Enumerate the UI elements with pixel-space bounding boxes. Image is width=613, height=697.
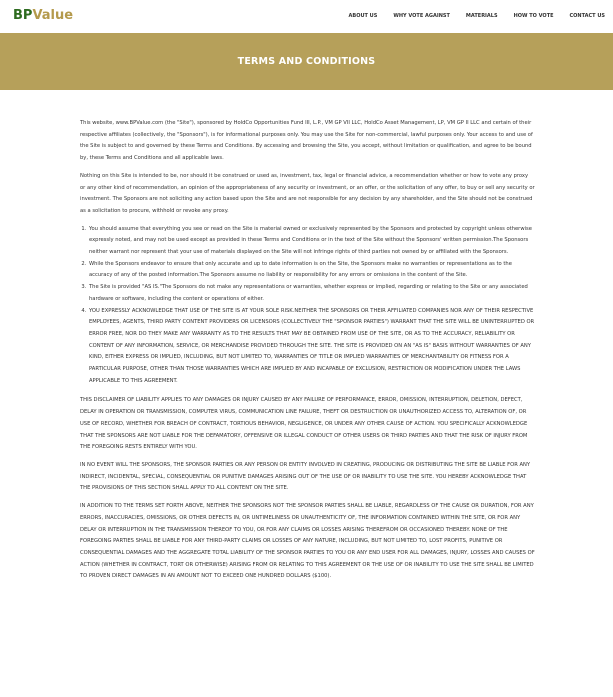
intro-paragraph: This website, www.BPValue.com (the "Site"), sponsored by HoldCo Opportunities Fund III, L.P., VM GP VII LLC, HoldCo Asset Management, LP, VM GP II LLC and certain of their respective affiliates (collectively, the "Sponsors"), is for informational purposes only. You may use the Site for non-commercial, lawful purposes only. Your access to and use of the Site is subject to and governed by these Terms and Conditions. By accessing and browsing the Site, you accept, without limitation or qualification, and agree to be bound by, these Terms and Conditions and all applicable laws. xyxy=(80,120,533,162)
nav-item-why-vote-against[interactable]: WHY VOTE AGAINST xyxy=(393,13,450,19)
list-item: 2. While the Sponsors endeavor to ensure that only accurate and up to date information is on the Site, the Sponsors make no warranties or representations as to the accuracy of any of the posted information.The Sponsors assume no liability or responsibility for any errors or omissions in the content of the Site. xyxy=(88,259,535,282)
terms-content xyxy=(80,118,535,589)
list-item: 4. YOU EXPRESSLY ACKNOWLEDGE THAT USE OF THE SITE IS AT YOUR SOLE RISK.NEITHER THE SPONSORS OR THEIR AFFILIATED COMPANIES NOR ANY OF THEIR RESPECTIVE EMPLOYEES, AGENTS, THIRD PARTY CONTENT PROVIDERS OR LICENSORS (COLLECTIVELY THE "SPONSOR PARTIES") WARRANT THAT THE SITE WILL BE UNINTERRUPTED OR ERROR FREE, NOR DO THEY MAKE ANY WARRANTY AS TO THE RESULTS THAT MAY BE OBTAINED FROM USE OF THE SITE, OR AS TO THE ACCURACY, RELIABILITY OR CONTENT OF ANY INFORMATION, SERVICE, OR MERCHANDISE PROVIDED THROUGH THE SITE. THE SITE IS PROVIDED ON AN "AS IS" BASIS WITHOUT WARRANTIES OF ANY KIND, EITHER EXPRESS OR IMPLIED, INCLUDING, BUT NOT LIMITED TO, WARRANTIES OF TITLE OR IMPLIED WARRANTIES OF MERCHANTABILITY OR FITNESS FOR A PARTICULAR PURPOSE, OTHER THAN THOSE WARRANTIES WHICH ARE IMPLIED BY AND INCAPABLE OF EXCLUSION, RESTRICTION OR MODIFICATION UNDER THE LAWS APPLICABLE TO THIS AGREEMENT. xyxy=(88,306,535,388)
terms-list xyxy=(80,224,535,388)
top-nav xyxy=(0,0,613,33)
logo-bp: BP xyxy=(13,8,33,23)
hero-banner xyxy=(0,33,613,90)
no-event-paragraph: IN NO EVENT WILL THE SPONSORS, THE SPONSOR PARTIES OR ANY PERSON OR ENTITY INVOLVED IN CREATING, PRODUCING OR DISTRIBUTING THE SITE BE LIABLE FOR ANY INDIRECT, INCIDENTAL, SPECIAL, CONSEQUENTIAL OR PUNITIVE DAMAGES ARISING OUT OF THE USE OF OR INABILITY TO USE THE SITE. YOU HEREBY ACKNOWLEDGE THAT THE PROVISIONS OF THIS SECTION SHALL APPLY TO ALL CONTENT ON THE SITE. xyxy=(80,461,531,492)
page-title: TERMS AND CONDITIONS xyxy=(237,56,376,67)
advice-disclaimer-paragraph: Nothing on this Site is intended to be, nor should it be construed or used as, investment, tax, legal or financial advice, a recommendation whether or how to vote any proxy or any other kind of recommendation, an opinion of the appropriateness of any security or investment, or an offer, or the solicitation of any offer, to buy or sell any security or investment. The Sponsors are not soliciting any action based upon the Site and are not responsible for any decision by any shareholder, and the Site should not be construed as a solicitation to procure, withhold or revoke any proxy. xyxy=(80,172,535,214)
list-item: 1. You should assume that everything you see or read on the Site is material owned or exclusively represented by the Sponsors and protected by copyright unless otherwise expressly noted, and may not be used except as provided in these Terms and Conditions or in the text of the Site without the Sponsors' written permission.The Sponsors neither warrant nor represent that your use of materials displayed on the Site will not infringe rights of third parties not owned by or affiliated with the Sponsors. xyxy=(88,224,535,259)
nav-item-materials[interactable]: MATERIALS xyxy=(465,13,498,19)
list-item: 3. The Site is provided "AS IS."The Sponsors do not make any representations or warranties, whether express or implied, regarding or relating to the Site or any associated hardware or software, including the content or operations of either. xyxy=(88,282,535,305)
logo[interactable] xyxy=(13,8,73,23)
nav-menu xyxy=(333,13,605,19)
liability-disclaimer-paragraph: THIS DISCLAIMER OF LIABILITY APPLIES TO ANY DAMAGES OR INJURY CAUSED BY ANY FAILURE OF PERFORMANCE, ERROR, OMISSION, INTERRUPTION, DELETION, DEFECT, DELAY IN OPERATION OR TRANSMISSION, COMPUTER VIRUS, COMMUNICATION LINE FAILURE, THEFT OR DESTRUCTION OR UNAUTHORIZED ACCESS TO, ALTERATION OF, OR USE OF RECORD, WHETHER FOR BREACH OF CONTRACT, TORTIOUS BEHAVIOR, NEGLIGENCE, OR UNDER ANY OTHER CAUSE OF ACTION. YOU SPECIFICALLY ACKNOWLEDGE THAT THE SPONSORS ARE NOT LIABLE FOR THE DEFAMATORY, OFFENSIVE OR ILLEGAL CONDUCT OF OTHER USERS OR THIRD PARTIES AND THAT THE RISK OF INJURY FROM THE FOREGOING RESTS ENTIRELY WITH YOU. xyxy=(80,397,528,451)
nav-item-about-us[interactable]: ABOUT US xyxy=(348,13,378,19)
additional-terms-paragraph: IN ADDITION TO THE TERMS SET FORTH ABOVE, NEITHER THE SPONSORS NOT THE SPONSOR PARTIES SHALL BE LIABLE, REGARDLESS OF THE CAUSE OR DURATION, FOR ANY ERRORS, INACCURACIES, OMISSIONS, OR OTHER DEFECTS IN, OR UNTIMELINESS OR UNAUTHENTICITY OF, THE INFORMATION CONTAINED WITHIN THE SITE, OR FOR ANY DELAY OR INTERRUPTION IN THE TRANSMISSION THEREOF TO YOU, OR FOR ANY CLAIMS OR LOSSES ARISING THEREFROM OR OCCASIONED THEREBY. NONE OF THE FOREGOING PARTIES SHALL BE LIABLE FOR ANY THIRD-PARTY CLAIMS OR LOSSES OF ANY NATURE, INCLUDING, BUT NOT LIMITED TO, LOST PROFITS, PUNITIVE OR CONSEQUENTIAL DAMAGES AND THE AGGREGATE TOTAL LIABILITY OF THE SPONSOR PARTIES TO YOU OR ANY END USER FOR ALL DAMAGES, INJURY, LOSSES AND CAUSES OF ACTION (WHETHER IN CONTRACT, TORT OR OTHERWISE) ARISING FROM OR RELATING TO THIS AGREEMENT OR THE USE OF OR INABILITY TO USE THE SITE SHALL BE LIMITED TO PROVEN DIRECT DAMAGES IN AN AMOUNT NOT TO EXCEED ONE HUNDRED DOLLARS ($100). xyxy=(80,503,535,580)
nav-item-contact-us[interactable]: CONTACT US xyxy=(569,13,605,19)
nav-item-how-to-vote[interactable]: HOW TO VOTE xyxy=(513,13,554,19)
logo-value: Value xyxy=(32,8,74,23)
